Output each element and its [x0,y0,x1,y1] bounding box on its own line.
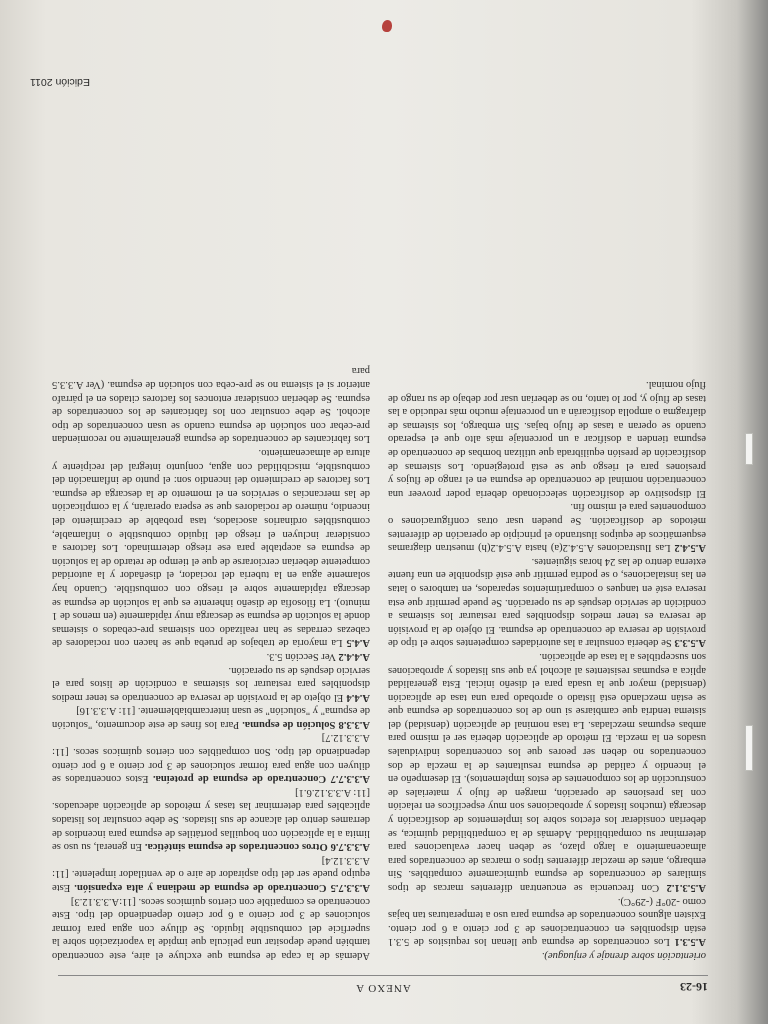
left-text-column [388,377,706,962]
paragraph-text: La mayoría de trabajos de prueba que se hacen con rociadores de cabezas cerradas se han realizado con sistemas pre-cebados o sistemas donde la solución de espuma se descarga muy rápidamente (en menos de 1 minuto). La filosofía de diseño inherente es que la solución de espuma se descarga rápidamente sobre el riesgo con combustible. Cuando hay solamente agua en la tubería del rociador, el diseñador y la autoridad competente deberían cerciorarse de que el tiempo de retardo de la solución de espuma es aceptable para ese riesgo determinado. Los factores a considerar incluyen el riesgo del líquido combustible o inflamable, combustibles ordinarios asociados, tasa probable de crecimiento del incendio, número de rociadores que se espera operarán, y la complicación de las mercancías o servicios en el momento de la descarga de espuma. Los factores de crecimiento del incendio son: el punto de inflamación del combustible, miscibilidad con agua, conjunto integral del recipiente y altura de almacenamiento. [52,447,370,649]
paragraph-text: Los concentrados de espuma que llenan los requisitos de 5.3.1 están disponibles en concentraciones de 3 por ciento a 6 por ciento. Existen algunos concentrados de espuma para uso a temperaturas tan bajas como -20°F (-29°C). [388,895,706,948]
paragraph-heading: A.4.5 [346,637,370,649]
paragraph-text: Además de la capa de espuma que excluye el aire, este concentrado también puede depositar una película que impide la vaporización sobre la superficie del combustible líquido. Se diluye con agua para formar soluciones de 3 por ciento a 6 por ciento dependiendo del tipo. Este concentrado es compatible con ciertos químicos secos. [11:A.3.3.12.3] [52,895,370,961]
paragraph-text: En general, su uso se limita a la aplicación con boquillas portátiles de espuma para incendios de derrames dentro del alcance de sus listados. Se debe consultar los listados aplicables para determinar las tasas y métodos de aplicación adecuados. [11: A.3.3.12.6.1] [51,786,370,853]
paragraph [52,853,370,894]
paragraph-text: El dispositivo de dosificación seleccionado debería poder proveer una concentración nominal de concentrado de espuma en el rango de flujos y presiones para el riesgo que se está protegiendo. Los sistemas de dosificación de presión equilibrada que utilizan bombas de concentrado de espuma tienden a dosificar a un porcentaje más alto que el esperado cuando se operan a tasas de flujo bajas. Sin embargo, los sistemas de diafragma o ampolla dosificarán a un porcentaje mucho más reducido a las tasas de flujo y, por lo tanto, no se deberían usar por debajo de su rango de flujo nominal. [388,379,706,499]
paragraph-heading: A.3.3.7.6 Otros concentrados de espuma sintética. [144,841,370,853]
paragraph [52,731,370,785]
paragraph-text: Los fabricantes de concentrados de espuma generalmente no recomiendan pre-cebar con solución de espuma cuando se usan concentrados de tipo alcohol. Se debe consultar con los fabricantes de los concentrados de espuma. Se deberían considerar entonces los factores citados en el párrafo anterior si el sistema no se pre-ceba con solución de espuma. (Ver A.3.3.5 para [52,365,370,445]
paragraph [388,500,706,554]
ink-mark [382,20,392,32]
paragraph-text: Las Ilustraciones A.5.4.2(a) hasta A.5.4.2(h) muestran diagramas esquemáticos de equipos ilustrando el principio de operación de diferentes métodos de dosificación. Se pueden usar otras configuraciones o componentes para el mismo fin. [388,501,706,554]
paragraph-heading: A.3.3.8 Solución de espuma. [242,718,370,730]
paragraph-text: El objeto de la provisión de reserva de concentrado es tener medios disponibles para restaurar los sistemas a condición de listos para el servicio después de su operación. [52,664,370,703]
paragraph [388,554,706,649]
paragraph [52,894,370,962]
paragraph [388,377,706,499]
paragraph-text: Ver Sección 5.3. [266,650,339,662]
right-text-column [52,364,370,962]
paragraph-text: Se debería consultar a las autoridades competentes sobre el tipo de provisión de reserva de concentrado de espuma. El objeto de la provisión de reserva es tener medios disponibles para restaurar los sistemas a condición de servicio después de su operación. Se puede permitir que esta reserva esté en tanques o compartimientos separados, en tambores o latas en las instalaciones, o se podría permitir que esté disponible en una fuente externa dentro de las 24 horas siguientes. [388,555,706,649]
paragraph-heading: A.3.3.7.5 Concentrado de espuma de mediana y alta expansión. [74,882,370,894]
paragraph [52,785,370,853]
edition-label: Edición 2011 [30,76,90,88]
paragraph [388,948,706,962]
paragraph-heading: A.4.4.2 [338,650,370,662]
paragraph-text: Con frecuencia se encuentran diferentes marcas de tipos similares de concentrados de espuma químicamente compatibles. Sin embargo, antes de mezclar diferentes tipos o marcas de concentrados para almacenamiento a largo plazo, se deben hacer evaluaciones para determinar su compatibilidad. Además de la compatibilidad química, se deberían considerar los efectos sobre los implementos de dosificación y descarga (muchos listados y aprobaciones son muy específicos en relación con las presiones de operación, margen de flujo y materiales de construcción de los componentes de estos implementos). El desempeño en el incendio y calidad de espuma resultantes de la mezcla de dos concentrados no deben ser peores que los concentrados individuales usados en la mezcla. El método de aplicación debería ser el mismo para ambas espumas mezcladas. La tasa nominal de aplicación (densidad) del sistema tendría que cambiarse si uno de los concentrados de espuma que se están mezclando está listado o aprobado para una tasa de aplicación (densidad) mayor que la usada para el diseño inicial. Esta generalidad aplica a espumas resistentes al alcohol ya que sus listados y aprobaciones son susceptibles a la tasa de aplicación. [388,650,706,894]
paragraph [52,649,370,663]
paragraph-heading: A.5.4.2 [674,542,706,554]
page-tab-marker [745,433,753,465]
paragraph [388,649,706,894]
paragraph-heading: A.5.3.1.2 [666,882,706,894]
paragraph [52,663,370,704]
paragraph-heading: A.4.4 [346,691,370,703]
paragraph-heading: A.5.3.1 [674,936,706,948]
paragraph-heading: A.3.3.7.7 Concentrado de espuma de proteína. [152,773,370,785]
paragraph [388,894,706,948]
annex-title: ANEXO A [355,982,411,994]
paragraph-text: Estos concentrados se diluyen con agua para formar soluciones de 3 por ciento a 6 por ciento dependiendo del tipo. Son compatibles con ciertos químicos secos. [11: A.3.3.12.7] [52,732,370,785]
page-number: 16-23 [680,980,708,994]
paragraph [52,445,370,649]
running-head [58,975,708,996]
paragraph-text: Este equipo puede ser del tipo aspirador de aire o de ventilador impelente. [11: A.3.3.12.4] [52,854,370,894]
paragraph [52,364,370,446]
paragraph [52,704,370,731]
page-tab-marker [745,725,753,771]
paragraph-heading: A.5.3.3 [674,637,706,649]
paragraph-text: Para los fines de este documento, "solución de espuma" y "solución" se usan intercambiablemente. [11: A.3.3.16] [52,705,370,730]
paragraph-text: orientación sobre drenaje y enjuague). [541,950,706,961]
